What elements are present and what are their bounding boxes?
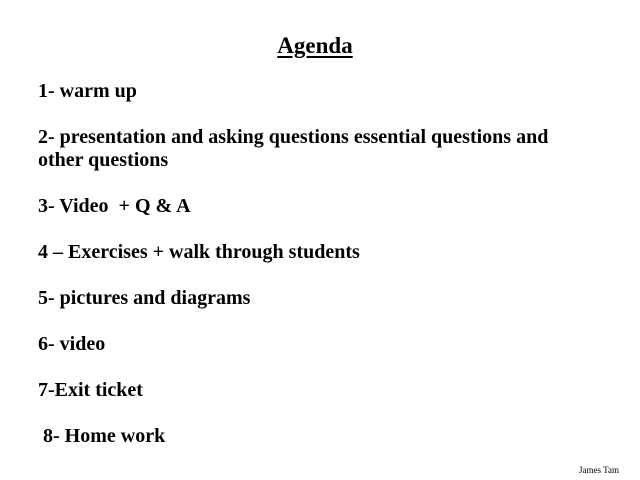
slide-title: Agenda [277,33,353,58]
agenda-list [38,80,598,471]
agenda-item-7: 7-Exit ticket [38,379,143,401]
agenda-item-1: 1- warm up [38,80,137,102]
agenda-item-5: 5- pictures and diagrams [38,287,251,309]
agenda-item-4: 4 – Exercises + walk through students [38,241,360,263]
agenda-item-3: 3- Video + Q & A [38,195,191,217]
agenda-item-2: 2- presentation and asking questions essential questions and other questions [38,126,554,171]
agenda-item-6: 6- video [38,333,106,355]
author-footer: James Tam [579,465,619,475]
agenda-item-8: 8- Home work [38,425,166,447]
